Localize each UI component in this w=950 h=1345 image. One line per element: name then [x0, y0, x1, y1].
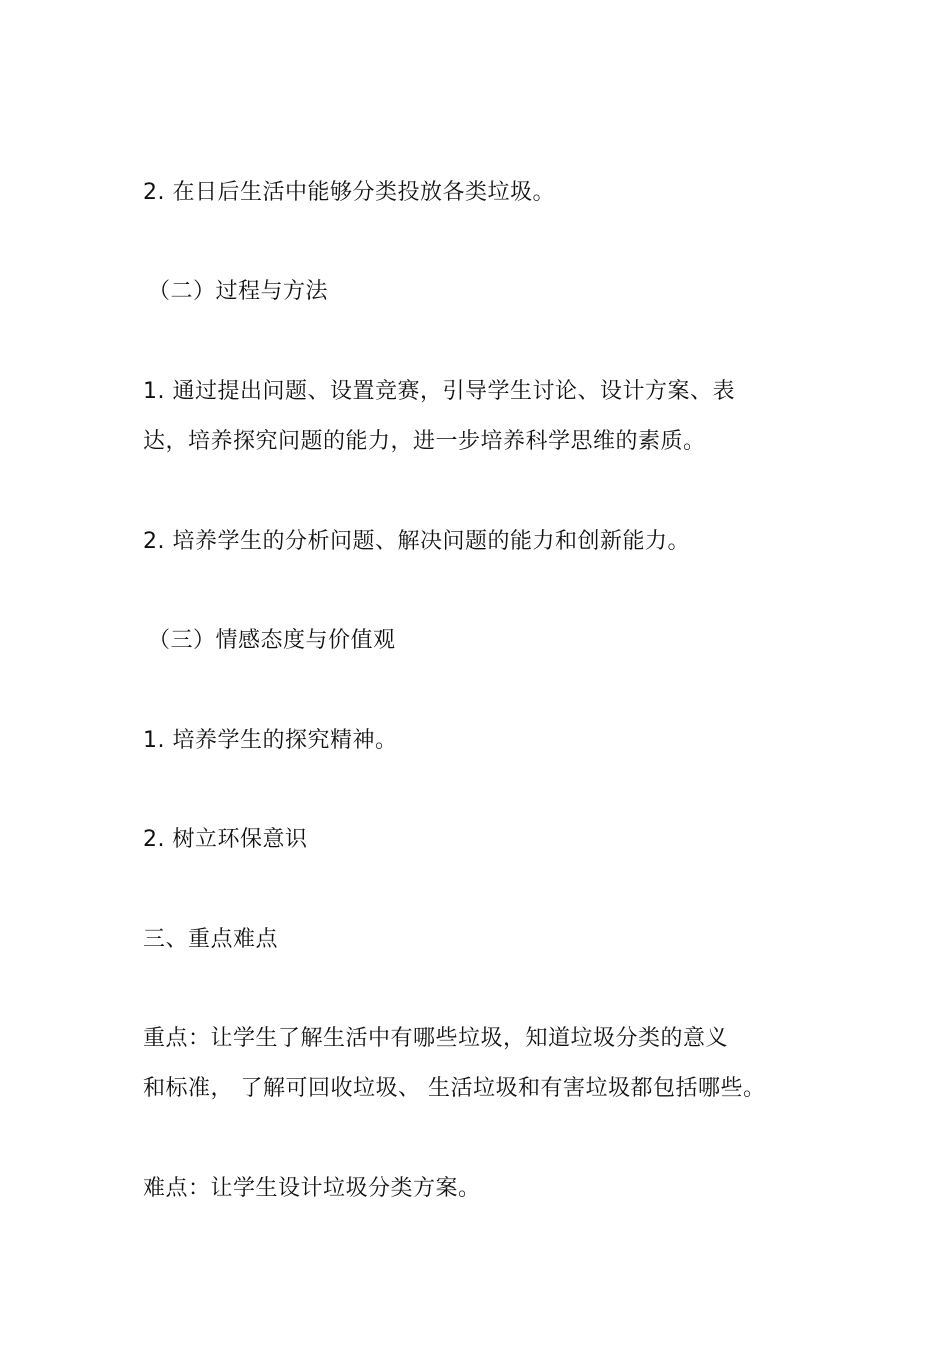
- text-line-process-2: 2. 培养学生的分析问题、解决问题的能力和创新能力。: [143, 529, 690, 554]
- section-heading-key-points: 三、重点难点: [143, 927, 279, 952]
- text-line-key-point-b: 和标准， 了解可回收垃圾、 生活垃圾和有害垃圾都包括哪些。: [143, 1076, 766, 1101]
- section-heading-emotion-values: （三）情感态度与价值观: [148, 628, 396, 653]
- text-line-emotion-2: 2. 树立环保意识: [143, 827, 308, 852]
- text-line-difficulty: 难点：让学生设计垃圾分类方案。: [143, 1176, 481, 1201]
- text-line-emotion-1: 1. 培养学生的探究精神。: [143, 728, 398, 753]
- section-heading-process-method: （二）过程与方法: [148, 279, 329, 304]
- text-line-process-1b: 达，培养探究问题的能力，进一步培养科学思维的素质。: [143, 429, 706, 454]
- text-line-process-1a: 1. 通过提出问题、设置竞赛，引导学生讨论、设计方案、表: [143, 379, 735, 404]
- text-line-goal-2: 2. 在日后生活中能够分类投放各类垃圾。: [143, 180, 555, 205]
- text-line-key-point-a: 重点：让学生了解生活中有哪些垃圾，知道垃圾分类的意义: [143, 1026, 729, 1051]
